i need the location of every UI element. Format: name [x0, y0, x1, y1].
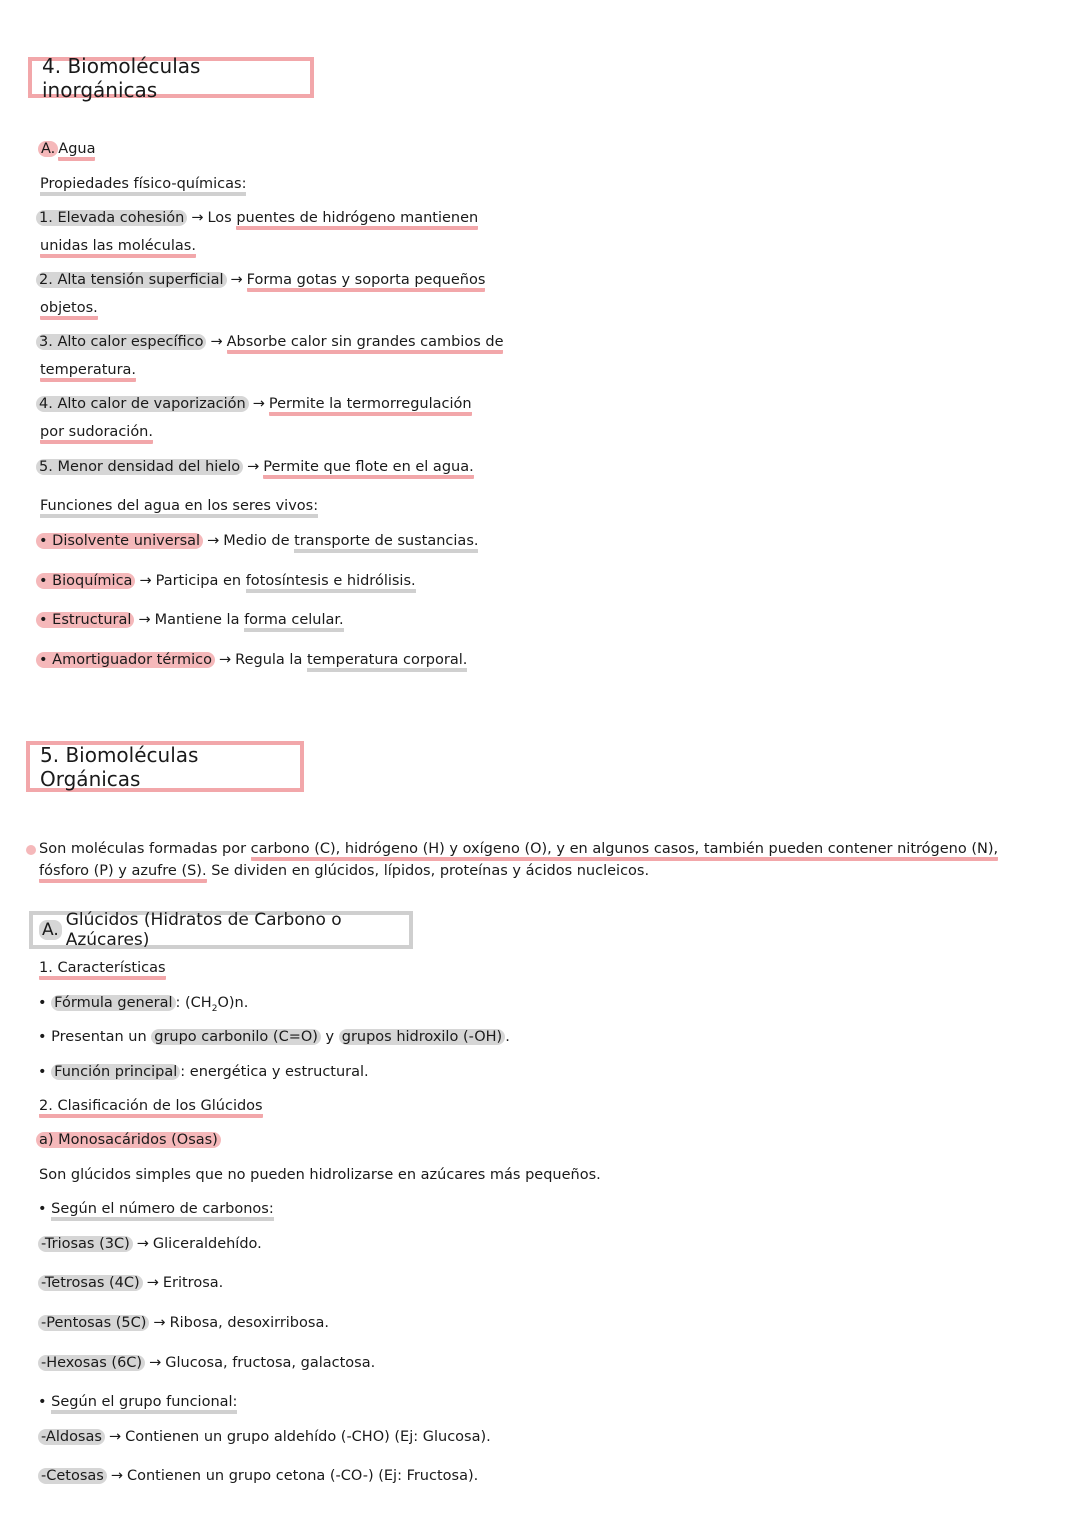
subsection-letter: A. — [38, 141, 58, 157]
section-title-5-text: 5. Biomoléculas Orgánicas — [40, 742, 199, 791]
props-heading: Propiedades físico-químicas: — [40, 176, 246, 192]
monosacaridos-heading: a) Monosacáridos (Osas) — [36, 1132, 221, 1148]
func-item: • Estructural → Mantiene la forma celular. — [36, 612, 344, 628]
subsection-glucidos: A. Glúcidos (Hidratos de Carbono o Azúcares) — [29, 911, 413, 949]
clasificacion-heading: 2. Clasificación de los Glúcidos — [39, 1098, 263, 1114]
carbonos-item: -Tetrosas (4C) → Eritrosa. — [38, 1275, 223, 1291]
intro-dot — [26, 845, 36, 855]
section-title-5 — [26, 741, 304, 792]
prop-item-cont: por sudoración. — [40, 424, 153, 440]
section-title-4 — [28, 53, 314, 102]
funcional-heading: • Según el grupo funcional: — [38, 1394, 237, 1410]
intro-line-1: Son moléculas formadas por carbono (C), hidrógeno (H) y oxígeno (O), y en algunos casos, también pueden contener nitrógeno (N), — [39, 841, 998, 857]
section-title-4-text: 4. Biomoléculas inorgánicas — [42, 53, 201, 102]
prop-item: 3. Alto calor específico → Absorbe calor sin grandes cambios de — [36, 334, 503, 350]
func-item: • Amortiguador térmico → Regula la temperatura corporal. — [36, 652, 467, 668]
funcional-item: -Aldosas → Contienen un grupo aldehído (-CHO) (Ej: Glucosa). — [38, 1429, 491, 1445]
intro-line-2: fósforo (P) y azufre (S). Se dividen en glúcidos, lípidos, proteínas y ácidos nucleicos. — [39, 863, 649, 879]
carbonos-heading: • Según el número de carbonos: — [38, 1201, 274, 1217]
func-item: • Disolvente universal → Medio de transporte de sustancias. — [36, 533, 478, 549]
subsection-name: Agua — [58, 141, 95, 161]
prop-item: 1. Elevada cohesión → Los puentes de hidrógeno mantienen — [36, 210, 478, 226]
funcs-heading: Funciones del agua en los seres vivos: — [40, 498, 318, 514]
prop-item: 4. Alto calor de vaporización → Permite la termorregulación — [36, 396, 472, 412]
prop-item: 5. Menor densidad del hielo → Permite que flote en el agua. — [36, 459, 474, 475]
funcion-item: • Función principal : energética y estructural. — [38, 1064, 369, 1080]
grupos-item: • Presentan un grupo carbonilo (C=O) y grupos hidroxilo (-OH) . — [38, 1029, 510, 1045]
monosacaridos-desc: Son glúcidos simples que no pueden hidrolizarse en azúcares más pequeños. — [39, 1167, 601, 1183]
prop-item-cont: temperatura. — [40, 362, 136, 378]
caracteristicas-heading: 1. Características — [39, 960, 166, 976]
carbonos-item: -Triosas (3C) → Gliceraldehído. — [38, 1236, 262, 1252]
funcional-item: -Cetosas → Contienen un grupo cetona (-CO-) (Ej: Fructosa). — [38, 1468, 478, 1484]
carbonos-item: -Hexosas (6C) → Glucosa, fructosa, galactosa. — [38, 1355, 375, 1371]
prop-item: 2. Alta tensión superficial → Forma gotas y soporta pequeños — [36, 272, 485, 288]
formula-item: • Fórmula general : $(CH_2O)n$. — [38, 995, 249, 1014]
prop-item-cont: objetos. — [40, 300, 98, 316]
subsection-agua — [38, 141, 95, 157]
prop-item-cont: unidas las moléculas. — [40, 238, 196, 254]
func-item: • Bioquímica → Participa en fotosíntesis e hidrólisis. — [36, 573, 416, 589]
carbonos-item: -Pentosas (5C) → Ribosa, desoxirribosa. — [38, 1315, 329, 1331]
